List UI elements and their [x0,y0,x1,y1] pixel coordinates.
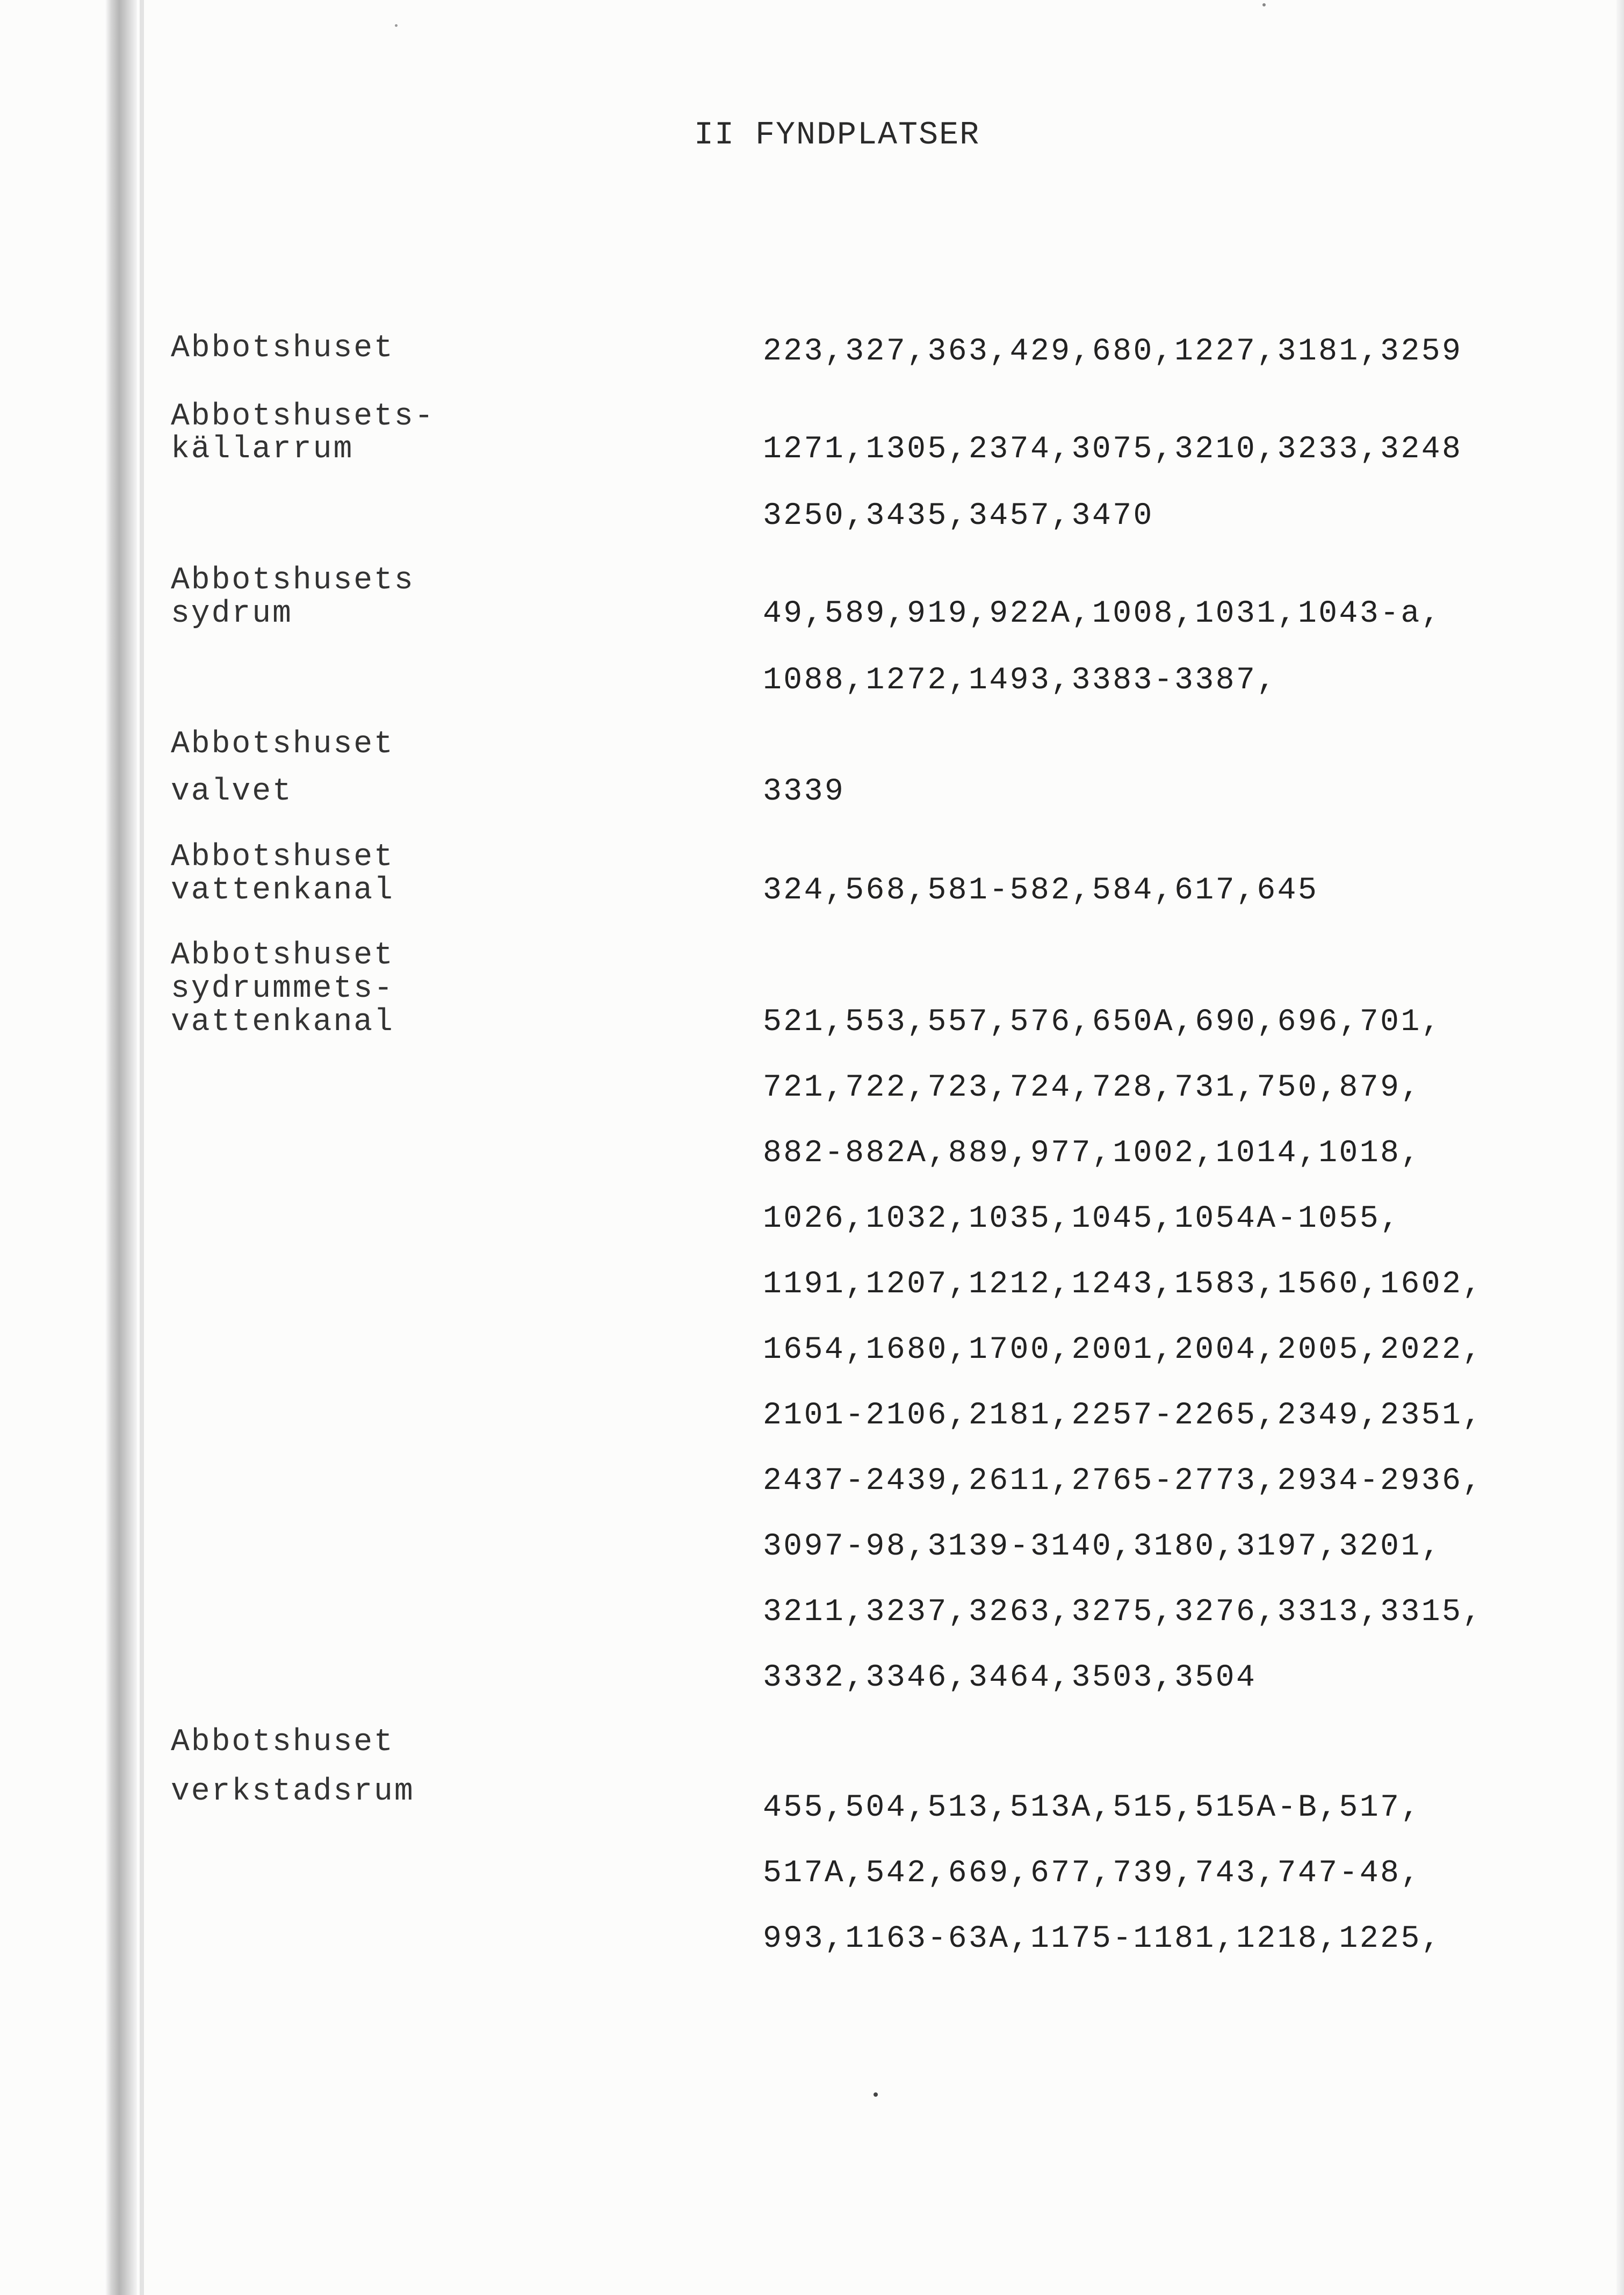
location-label: Abbotshuset [171,727,394,762]
location-label: Abbotshuset [171,331,394,366]
find-numbers: 3332,3346,3464,3503,3504 [763,1660,1257,1695]
binding-line [140,0,144,2295]
find-numbers: 324,568,581-582,584,617,645 [763,873,1319,908]
location-label: sydrum [171,596,293,631]
find-numbers: 993,1163-63A,1175-1181,1218,1225, [763,1922,1442,1956]
find-numbers: 1088,1272,1493,3383-3387, [763,663,1277,698]
location-label: sydrummets- [171,972,394,1006]
location-label: Abbotshuset [171,1725,394,1760]
location-label: verkstadsrum [171,1774,415,1809]
location-label: vattenkanal [171,1005,394,1040]
location-label: Abbotshusets [171,563,415,598]
location-label: Abbotshuset [171,840,394,875]
find-numbers: 2101-2106,2181,2257-2265,2349,2351, [763,1398,1483,1433]
find-numbers: 517A,542,669,677,739,743,747-48, [763,1856,1421,1891]
find-numbers: 521,553,557,576,650A,690,696,701, [763,1005,1442,1040]
scan-speck [395,24,398,27]
find-numbers: 1026,1032,1035,1045,1054A-1055, [763,1202,1401,1236]
location-label: valvet [171,774,293,809]
location-label: Abbotshuset [171,938,394,973]
find-numbers: 3250,3435,3457,3470 [763,499,1154,534]
find-numbers: 2437-2439,2611,2765-2773,2934-2936, [763,1464,1483,1499]
find-numbers: 49,589,919,922A,1008,1031,1043-a, [763,596,1442,631]
binding-shadow [105,0,137,2295]
find-numbers: 3097-98,3139-3140,3180,3197,3201, [763,1529,1442,1564]
find-numbers: 882-882A,889,977,1002,1014,1018, [763,1136,1421,1171]
find-numbers: 1191,1207,1212,1243,1583,1560,1602, [763,1267,1483,1302]
location-label: Abbotshusets- [171,399,435,434]
find-numbers: 3211,3237,3263,3275,3276,3313,3315, [763,1595,1483,1630]
scan-speck [874,2092,878,2097]
find-numbers: 455,504,513,513A,515,515A-B,517, [763,1790,1421,1825]
find-numbers: 3339 [763,774,846,809]
page-edge [1616,0,1624,2295]
scan-speck [1262,3,1266,6]
find-numbers: 1654,1680,1700,2001,2004,2005,2022, [763,1333,1483,1368]
location-label: källarrum [171,432,354,467]
find-numbers: 721,722,723,724,728,731,750,879, [763,1070,1421,1105]
page-title: II FYNDPLATSER [694,117,980,154]
find-numbers: 223,327,363,429,680,1227,3181,3259 [763,334,1463,369]
find-numbers: 1271,1305,2374,3075,3210,3233,3248 [763,432,1463,467]
location-label: vattenkanal [171,873,394,908]
